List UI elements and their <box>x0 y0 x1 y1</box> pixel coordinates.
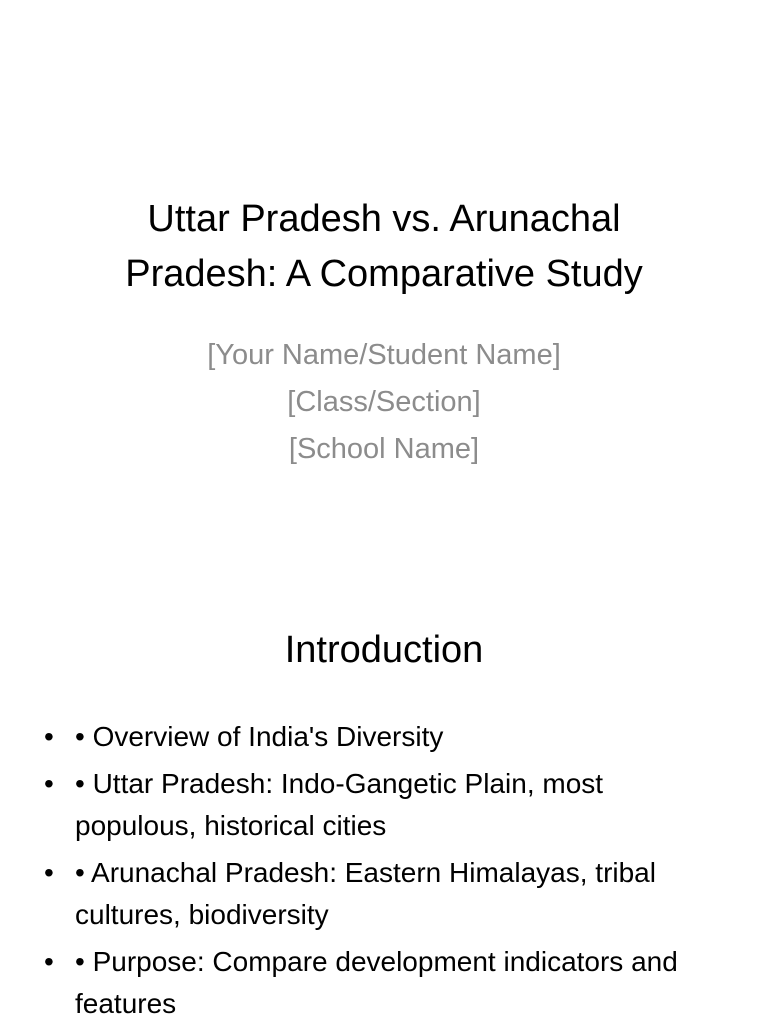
presentation-subtitle <box>40 332 728 473</box>
class-section-placeholder: [Class/Section] <box>287 386 481 418</box>
school-name-placeholder: [School Name] <box>288 433 480 465</box>
introduction-title: Introduction <box>284 629 484 671</box>
list-item <box>40 852 730 936</box>
bullet-text: • Overview of India's Diversity <box>75 721 444 752</box>
bullet-text: • Purpose: Compare development indicators and features <box>75 946 678 1019</box>
bullet-marker: • <box>44 946 54 977</box>
bullet-marker: • <box>44 721 54 752</box>
presentation-title <box>40 192 728 302</box>
bullet-marker: • <box>44 857 54 888</box>
bullet-text: • Uttar Pradesh: Indo-Gangetic Plain, most populous, historical cities <box>75 768 604 841</box>
title-line-2: Pradesh: A Comparative Study <box>125 253 643 295</box>
student-name-placeholder: [Your Name/Student Name] <box>207 339 561 371</box>
introduction-bullet-list <box>40 716 730 1030</box>
introduction-slide <box>0 576 768 1024</box>
title-line-1: Uttar Pradesh vs. Arunachal <box>147 198 621 240</box>
bullet-text: • Arunachal Pradesh: Eastern Himalayas, tribal cultures, biodiversity <box>75 857 656 930</box>
list-item <box>40 763 730 847</box>
list-item <box>40 716 730 758</box>
list-item <box>40 941 730 1025</box>
bullet-marker: • <box>44 768 54 799</box>
